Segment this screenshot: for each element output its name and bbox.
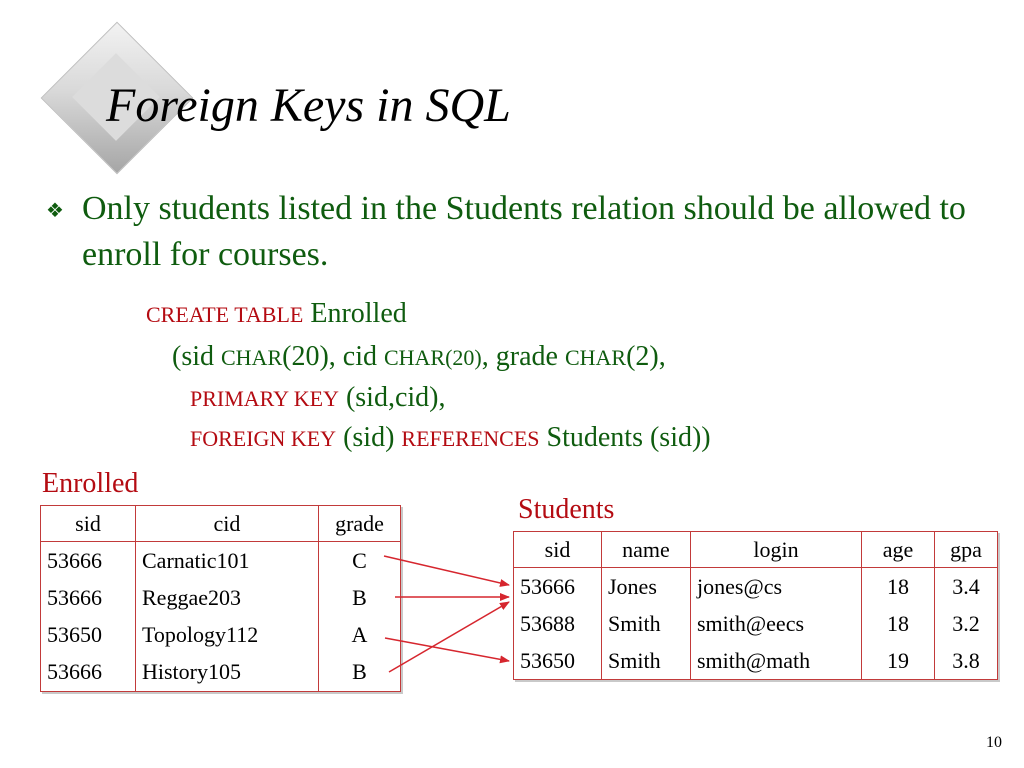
sql-text: (20), cid [282, 341, 384, 372]
sql-type: CHAR [221, 345, 283, 370]
table-cell: 53666 [41, 580, 136, 617]
table-cell: 53688 [514, 605, 602, 642]
column-header: gpa [935, 532, 998, 568]
students-table-title: Students [518, 494, 615, 525]
table-cell: History105 [136, 654, 319, 692]
sql-keyword: CREATE TABLE [146, 302, 304, 327]
sql-text: Enrolled [303, 298, 407, 329]
table-cell: 53666 [514, 568, 602, 606]
table-cell: 18 [862, 605, 935, 642]
table-cell: Smith [602, 642, 691, 680]
sql-keyword: FOREIGN KEY [190, 426, 337, 451]
table-cell: B [352, 659, 367, 684]
bullet-diamond-icon: ❖ [46, 200, 64, 222]
column-header: sid [514, 532, 602, 568]
table-cell: Jones [602, 568, 691, 606]
sql-keyword: PRIMARY KEY [190, 386, 339, 411]
sql-keyword: REFERENCES [401, 426, 540, 451]
sql-text: (sid,cid), [338, 382, 446, 413]
table-cell: jones@cs [691, 568, 862, 606]
sql-text: Students (sid)) [539, 422, 711, 453]
table-cell: smith@math [691, 642, 862, 680]
column-header: login [691, 532, 862, 568]
table-cell: 53650 [514, 642, 602, 680]
column-header: age [862, 532, 935, 568]
table-cell: 3.8 [952, 647, 980, 673]
table-cell: 53666 [41, 654, 136, 692]
page-number: 10 [986, 734, 1002, 751]
table-cell: 3.2 [952, 610, 980, 636]
column-header: grade [319, 506, 401, 542]
sql-text: , grade [481, 341, 565, 372]
table-cell: A [351, 622, 368, 647]
sql-type: CHAR(20) [383, 345, 482, 370]
reference-arrow [389, 602, 509, 672]
reference-arrow [384, 556, 509, 585]
slide-title: Foreign Keys in SQL [106, 79, 511, 132]
reference-arrow [385, 638, 509, 661]
sql-type: CHAR [564, 345, 627, 370]
table-cell: smith@eecs [691, 605, 862, 642]
table-cell: 3.4 [952, 573, 980, 599]
table-cell: 53650 [41, 617, 136, 654]
table-cell: B [352, 585, 367, 610]
table-cell: Topology112 [136, 617, 319, 654]
table-cell: Carnatic101 [136, 542, 319, 580]
sql-text: (sid [172, 341, 221, 372]
enrolled-table-title: Enrolled [42, 468, 139, 499]
table-cell: C [352, 547, 367, 573]
table-cell: 19 [862, 642, 935, 680]
table-cell: Reggae203 [136, 580, 319, 617]
bullet-text: Only students listed in the Students relation should be allowed to enroll for courses. [82, 190, 966, 273]
column-header: cid [136, 506, 319, 542]
sql-text: (2), [626, 341, 666, 372]
table-cell: 53666 [41, 542, 136, 580]
table-cell: 18 [862, 568, 935, 606]
column-header: sid [41, 506, 136, 542]
column-header: name [602, 532, 691, 568]
table-cell: Smith [602, 605, 691, 642]
sql-text: (sid) [336, 422, 402, 453]
